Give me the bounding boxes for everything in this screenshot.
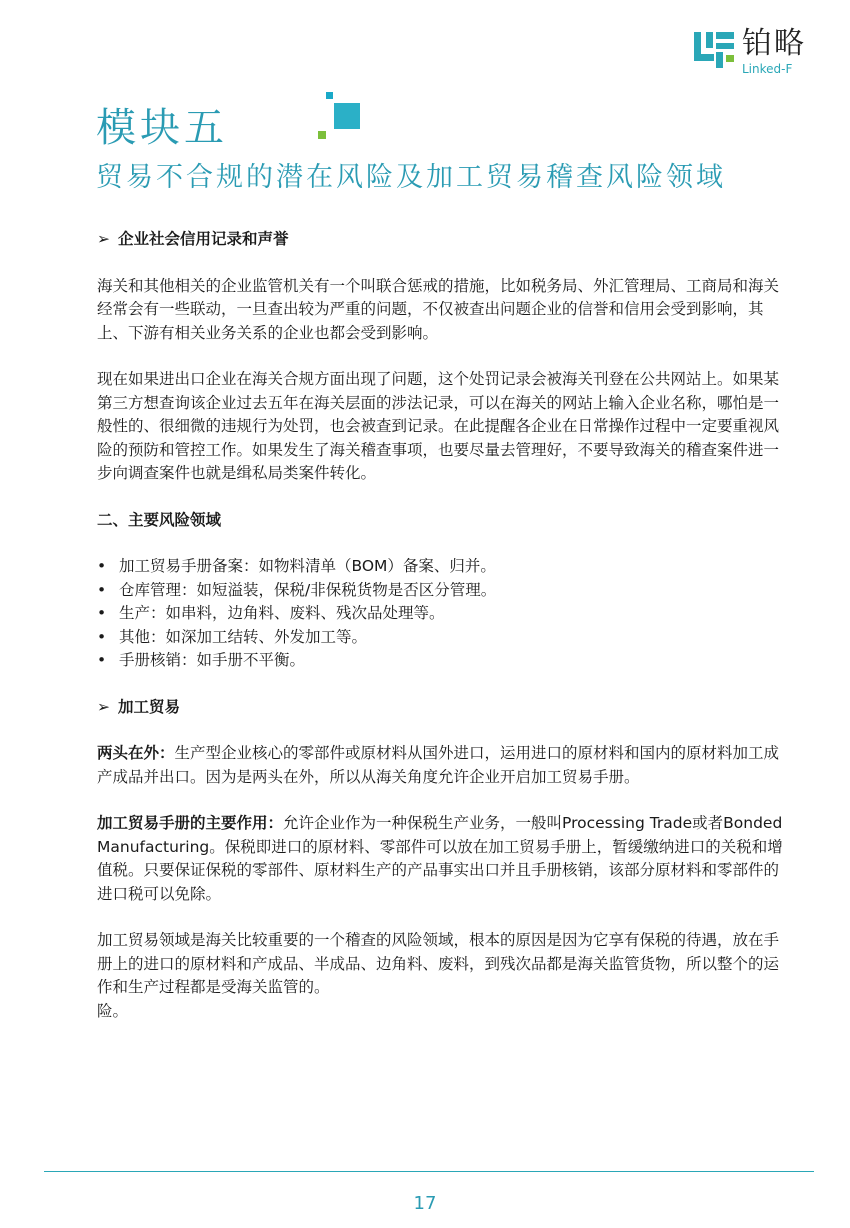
decor-square-large bbox=[334, 103, 360, 129]
module-subtitle: 贸易不合规的潜在风险及加工贸易稽查风险领域 bbox=[96, 162, 726, 193]
brand-name-en: Linked-F bbox=[742, 62, 793, 76]
section-heading-credit bbox=[97, 228, 787, 252]
section-heading-risk-areas: 二、主要风险领域 bbox=[97, 510, 222, 529]
paragraph-text: 生产型企业核心的零部件或原材料从国外进口，运用进口的原材料和国内的原材料加工成产成品并出口。因为是两头在外，所以从海关角度允许企业开启加工贸易手册。 bbox=[97, 744, 780, 786]
section-heading-text: 加工贸易 bbox=[118, 697, 181, 716]
paragraph-lead: 加工贸易手册的主要作用： bbox=[97, 814, 284, 832]
paragraph bbox=[97, 742, 787, 789]
paragraph-lead: 两头在外： bbox=[97, 744, 175, 762]
risk-area-list bbox=[97, 555, 787, 673]
list-item: • 加工贸易手册备案：如物料清单（BOM）备案、归并。 bbox=[97, 555, 787, 579]
brand-name-cn: 铂略 bbox=[742, 26, 806, 61]
arrow-bullet-icon: ➢ bbox=[97, 230, 110, 248]
paragraph: 现在如果进出口企业在海关合规方面出现了问题，这个处罚记录会被海关刊登在公共网站上。如果某第三方想查询该企业过去五年在海关层面的涉法记录，可以在海关的网站上输入企业名称，哪怕是一般性的、很细微的违规行为处罚，也会被查到记录。在此提醒各企业在日常操作过程中一定要重视风险的预防和管控工作。如果发生了海关稽查事项，也要尽量去管理好，不要导致海关的稽查案件进一步向调查案件也就是缉私局类案件转化。 bbox=[97, 370, 780, 482]
list-item: • 手册核销：如手册不平衡。 bbox=[97, 649, 787, 673]
page-number: 17 bbox=[413, 1193, 437, 1214]
paragraph bbox=[97, 812, 787, 906]
paragraph: 加工贸易领域是海关比较重要的一个稽查的风险领域，根本的原因是因为它享有保税的待遇，放在手册上的进口的原材料和产成品、半成品、边角料、废料，到残次品都是海关监管货物，所以整个的运作和生产过程都是受海关监管的。 bbox=[97, 931, 780, 996]
document-body bbox=[97, 228, 787, 1023]
list-item: • 仓库管理：如短溢装，保税/非保税货物是否区分管理。 bbox=[97, 579, 787, 603]
decor-square-green bbox=[318, 131, 326, 139]
arrow-bullet-icon: ➢ bbox=[97, 697, 110, 716]
list-item: • 其他：如深加工结转、外发加工等。 bbox=[97, 626, 787, 650]
brand-logo bbox=[692, 26, 812, 76]
paragraph-text: 允许企业作为一种保税生产业务，一般叫Processing Trade或者Bonded Manufacturing。保税即进口的原材料、零部件可以放在加工贸易手册上，暂缓缴纳进口的关税和增值税。只要保证保税的零部件、原材料生产的产品事实出口并且手册核销，该部分原材料和零部件的进口税可以免除。 bbox=[97, 814, 783, 903]
list-item: • 生产：如串料，边角料、废料、残次品处理等。 bbox=[97, 602, 787, 626]
footer-divider bbox=[44, 1171, 814, 1172]
section-heading-text: 企业社会信用记录和声誉 bbox=[118, 230, 289, 248]
paragraph: 海关和其他相关的企业监管机关有一个叫联合惩戒的措施，比如税务局、外汇管理局、工商局和海关经常会有一些联动，一旦查出较为严重的问题，不仅被查出问题企业的信誉和信用会受到影响，其上、下游有相关业务关系的企业也都会受到影响。 bbox=[97, 276, 780, 342]
decor-square-small bbox=[326, 92, 333, 99]
module-title: 模块五 bbox=[96, 105, 228, 151]
section-heading-processing-trade bbox=[97, 696, 787, 720]
paragraph-tail: 险。 bbox=[97, 1001, 129, 1020]
brand-logo-icon bbox=[692, 30, 736, 70]
